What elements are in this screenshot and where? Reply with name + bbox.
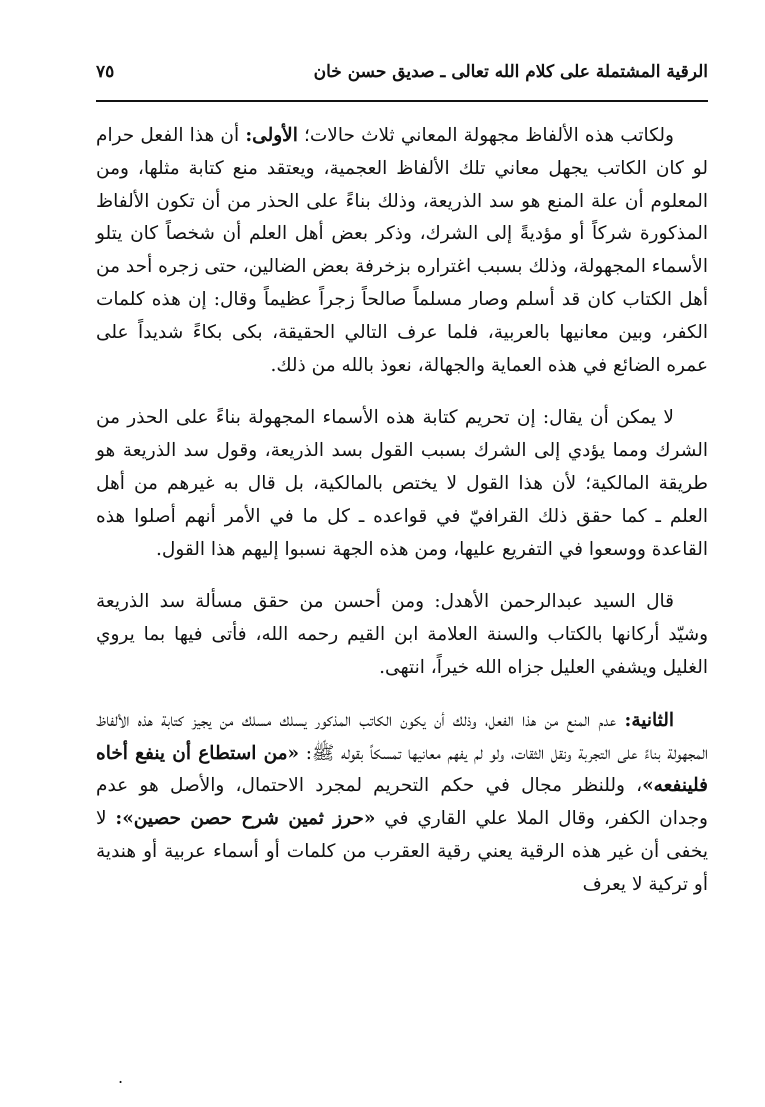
body-text xyxy=(96,120,708,922)
heading-first: الأولى: xyxy=(245,125,298,146)
paragraph-text: أن هذا الفعل حرام لو كان الكاتب يجهل معاني تلك الألفاظ العجمية، ويعتقد منع كتابة مثلها، ومن المعلوم أن علة المنع هو سد الذريعة، وذلك بناءً على الحذر من أن تكون الألفاظ المذكورة شركاً أو مؤديةً إلى الشرك، وذكر بعض أهل العلم أن شخصاً كان يتلو الأسماء المجهولة، وذلك بسبب اغتراره بزخرفة بعض الضالين، حتى زجره أحد من أهل الكتاب كان قد أسلم وصار مسلماً صالحاً زجراً عظيماً وقال: إن هذه كلمات الكفر، وبين معانيها بالعربية، فلما عرف التالي الحقيقة، بكى بكاءً شديداً على عمره الضائع في هذه العماية والجهالة، نعوذ بالله من ذلك. xyxy=(96,125,708,376)
page-header xyxy=(96,62,708,96)
footer-mark: . xyxy=(118,1068,124,1087)
running-title: الرقية المشتملة على كلام الله تعالى ـ صديق حسن خان xyxy=(313,62,708,82)
paragraph-second-case xyxy=(96,705,708,902)
paragraph-text: ، وللنظر مجال في حكم التحريم لمجرد الاحتمال، والأصل هو عدم وجدان الكفر، وقال الملا علي القاري في xyxy=(96,775,708,830)
paragraph-first-case xyxy=(96,120,708,382)
header-rule xyxy=(96,100,708,102)
paragraph-text: لا يمكن أن يقال: إن تحريم كتابة هذه الأسماء المجهولة بناءً على الحذر من الشرك ومما يؤدي إلى الشرك بسبب القول بسد الذريعة، وقول سد الذريعة هو طريقة المالكية؛ لأن هذا القول لا يختص بالمالكية، بل قال به غيرهم من أهل العلم ـ كما حقق ذلك القرافيّ في قواعده ـ كل ما في الأمر أنهم أصلوا هذه القاعدة ووسعوا في التفريع عليها، ومن هذه الجهة نسبوا إليهم هذا القول. xyxy=(96,407,708,560)
hadith-quote: «من استطاع أن ينفع أخاه فلينفعه» xyxy=(96,742,708,797)
paragraph-text: عدم المنع من هذا الفعل، وذلك أن يكون الكاتب المذكور يسلك مسلك من يجيز كتابة هذه الألفاظ المجهولة بناءً على التجربة ونقل الثقات، ولو لم يفهم معانيها تمسكاً بقوله ﷺ: xyxy=(96,709,708,764)
paragraph-lead: ولكاتب هذه الألفاظ مجهولة المعاني ثلاث حالات؛ xyxy=(297,125,674,146)
paragraph-text: لا يخفى أن غير هذه الرقية يعني رقية العقرب من كلمات أو أسماء عربية أو هندية أو تركية لا يعرف xyxy=(96,808,708,895)
page-number: ٧٥ xyxy=(96,62,115,82)
paragraph-quote-ahdal xyxy=(96,586,708,684)
paragraph-objection xyxy=(96,402,708,566)
heading-second: الثانية: xyxy=(624,709,674,731)
paragraph-text: قال السيد عبدالرحمن الأهدل: ومن أحسن من حقق مسألة سد الذريعة وشيّد أركانها بالكتاب والسنة العلامة ابن القيم رحمه الله، فأتى فيها بما يروي الغليل ويشفي العليل جزاه الله خيراً، انتهى. xyxy=(96,591,708,678)
book-title: «حرز ثمين شرح حصن حصين»: xyxy=(115,808,376,830)
